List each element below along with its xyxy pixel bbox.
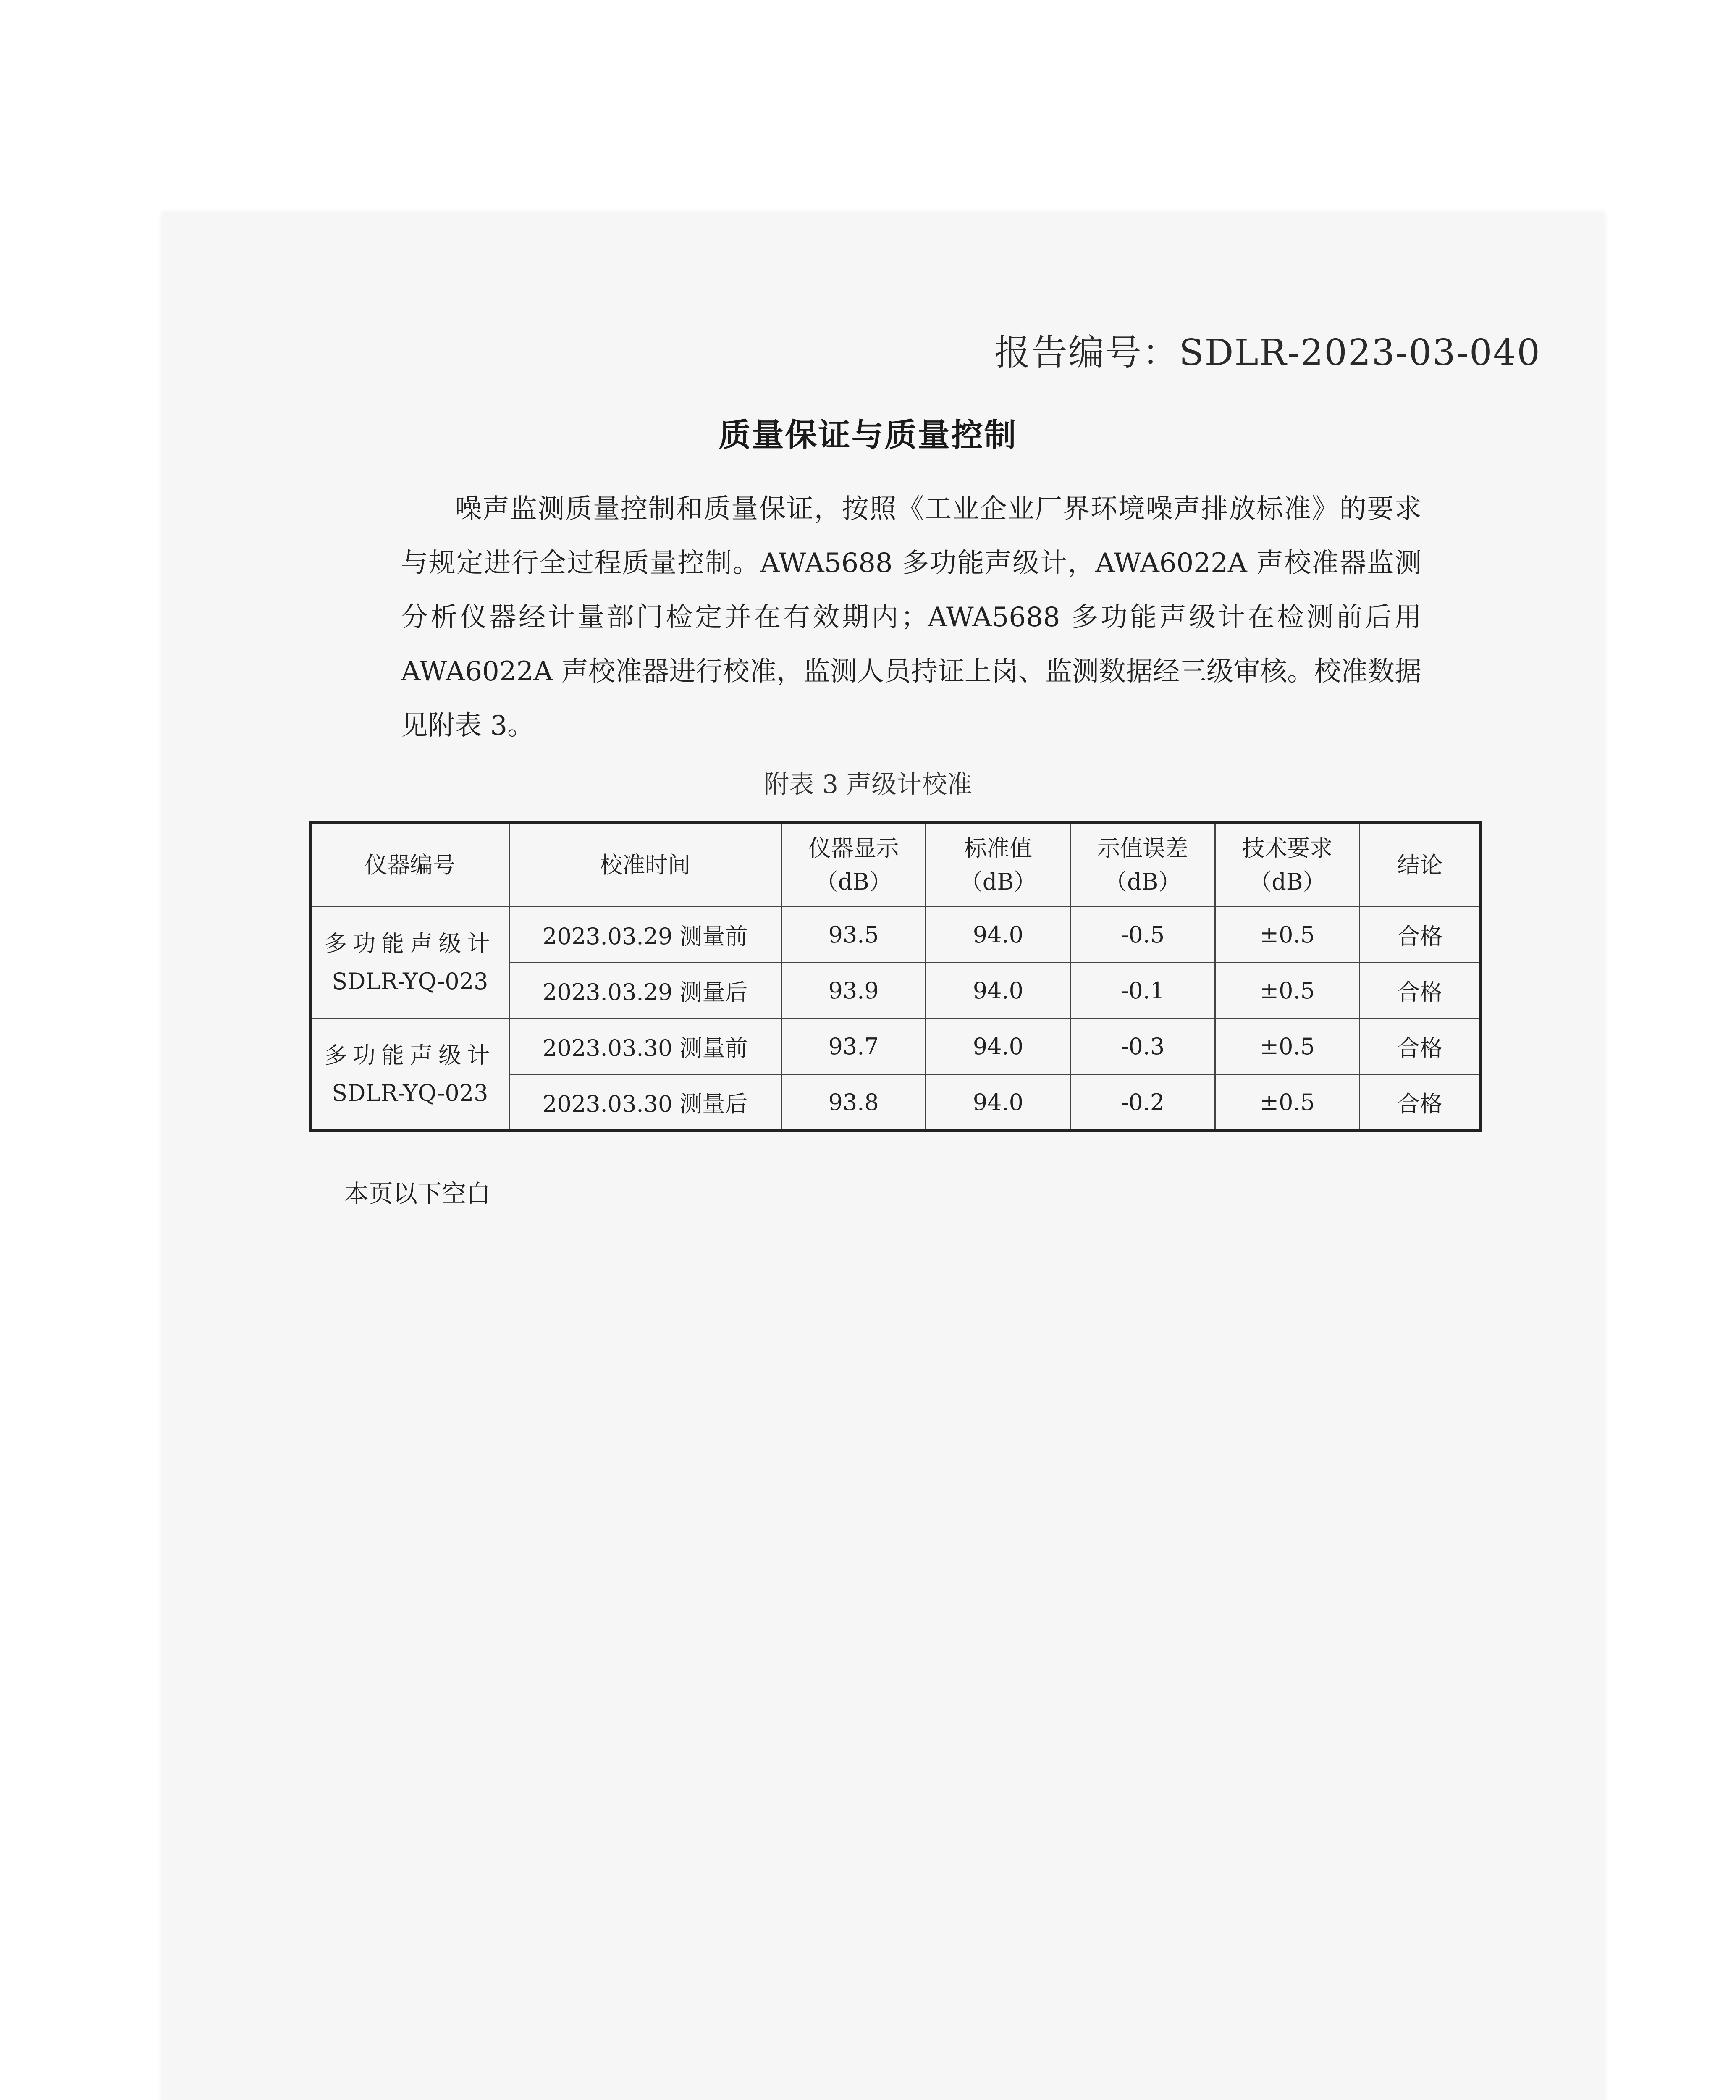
- requirement-cell: ±0.5: [1215, 1018, 1359, 1074]
- header-instrument-display: 仪器显示 （dB）: [781, 823, 926, 907]
- error-value-cell: -0.5: [1070, 907, 1215, 963]
- section-title: 质量保证与质量控制: [719, 416, 1017, 454]
- requirement-cell: ±0.5: [1215, 1074, 1359, 1131]
- error-value-cell: -0.1: [1070, 963, 1215, 1018]
- blank-below-note: 本页以下空白: [344, 1179, 491, 1208]
- display-value-cell: 93.5: [781, 907, 926, 963]
- body-paragraph: 噪声监测质量控制和质量保证，按照《工业企业厂界环境噪声排放标准》的要求与规定进行全过程质量控制。AWA5688 多功能声级计，AWA6022A 声校准器监测分析仪器经计量部门检定并在有效期内；AWA5688 多功能声级计在检测前后用 AWA6022A 声校准器进行校准，监测人员持证上岗、监测数据经三级审核。校准数据见附表 3。: [401, 494, 1421, 741]
- header-calibration-time: 校准时间: [509, 823, 781, 907]
- instrument-cell: 多功能声级计 SDLR-YQ-023: [310, 1018, 509, 1131]
- standard-value-cell: 94.0: [926, 1074, 1070, 1131]
- calibration-time-cell: 2023.03.30 测量后: [509, 1074, 781, 1131]
- table-header-row: [310, 823, 1481, 907]
- header-instrument-id: 仪器编号: [310, 823, 509, 907]
- conclusion-cell: 合格: [1360, 1018, 1481, 1074]
- standard-value-cell: 94.0: [926, 1018, 1070, 1074]
- table-row: [310, 1018, 1481, 1074]
- header-conclusion: 结论: [1360, 823, 1481, 907]
- calibration-time-cell: 2023.03.29 测量后: [509, 963, 781, 1018]
- standard-value-cell: 94.0: [926, 907, 1070, 963]
- requirement-cell: ±0.5: [1215, 963, 1359, 1018]
- conclusion-cell: 合格: [1360, 907, 1481, 963]
- conclusion-cell: 合格: [1360, 1074, 1481, 1131]
- calibration-time-cell: 2023.03.30 测量前: [509, 1018, 781, 1074]
- calibration-table: [309, 821, 1482, 1132]
- display-value-cell: 93.7: [781, 1018, 926, 1074]
- instrument-cell: 多功能声级计 SDLR-YQ-023: [310, 907, 509, 1018]
- error-value-cell: -0.3: [1070, 1018, 1215, 1074]
- error-value-cell: -0.2: [1070, 1074, 1215, 1131]
- table-caption: 附表 3 声级计校准: [763, 770, 973, 799]
- header-indication-error: 示值误差 （dB）: [1070, 823, 1215, 907]
- conclusion-cell: 合格: [1360, 963, 1481, 1018]
- standard-value-cell: 94.0: [926, 963, 1070, 1018]
- requirement-cell: ±0.5: [1215, 907, 1359, 963]
- display-value-cell: 93.8: [781, 1074, 926, 1131]
- calibration-time-cell: 2023.03.29 测量前: [509, 907, 781, 963]
- report-number: 报告编号：SDLR-2023-03-040: [994, 332, 1541, 374]
- header-standard-value: 标准值 （dB）: [926, 823, 1070, 907]
- display-value-cell: 93.9: [781, 963, 926, 1018]
- header-technical-requirement: 技术要求 （dB）: [1215, 823, 1359, 907]
- table-row: [310, 907, 1481, 963]
